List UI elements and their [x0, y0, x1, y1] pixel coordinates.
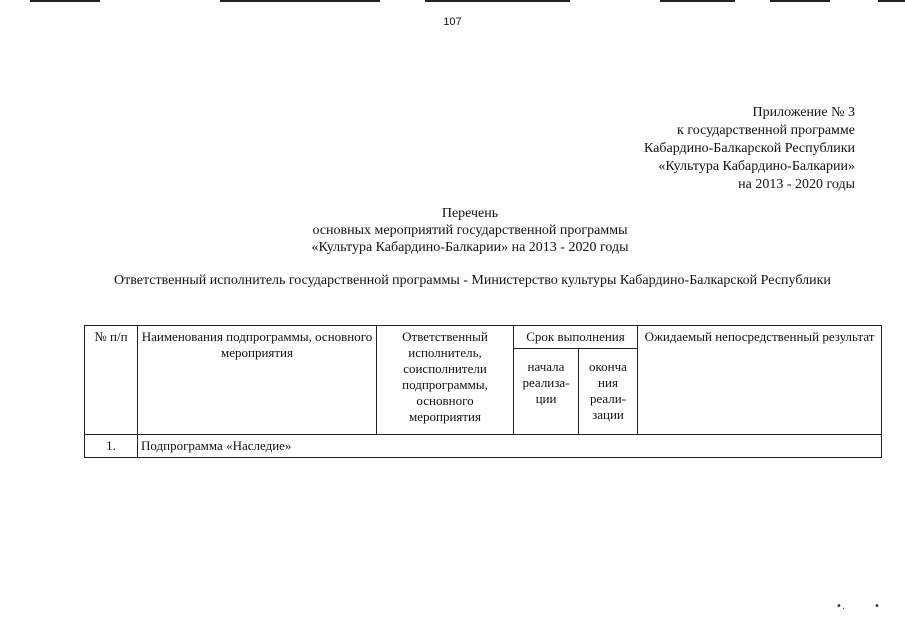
document-title — [0, 205, 905, 256]
appendix-line: Приложение № 3 — [752, 105, 855, 120]
header-responsible: Ответственный исполнитель, соисполнители подпрограммы, основного мероприятия — [377, 326, 514, 435]
appendix-block — [644, 104, 855, 194]
scan-artifact — [30, 0, 100, 2]
header-result: Ожидаемый непосредственный результат — [638, 326, 882, 435]
appendix-line: Кабардино-Балкарской Республики — [644, 141, 855, 156]
scan-artifact — [660, 0, 735, 2]
responsible-executor-paragraph: Ответственный исполнитель государственной программы - Министерство культуры Кабардино-Балкарской Республики — [114, 273, 831, 288]
scan-artifact: • — [874, 601, 880, 612]
appendix-line: «Культура Кабардино-Балкарии» — [658, 159, 855, 174]
scan-artifact — [878, 0, 905, 2]
header-name: Наименования подпрограммы, основного мероприятия — [138, 326, 377, 435]
header-end: оконча ния реали-зации — [579, 349, 638, 435]
row-name: Подпрограмма «Наследие» — [138, 435, 882, 458]
header-term: Срок выполнения — [514, 326, 638, 349]
scan-artifact — [425, 0, 570, 2]
scan-artifact: •. — [836, 601, 846, 612]
appendix-line: к государственной программе — [677, 123, 855, 138]
header-start: начала реализа-ции — [514, 349, 579, 435]
table-header-row — [85, 326, 882, 349]
scan-artifact — [770, 0, 830, 2]
activities-table — [84, 325, 882, 458]
scan-artifact — [220, 0, 380, 2]
title-line: Перечень — [441, 206, 499, 221]
page-number: 107 — [443, 16, 462, 28]
title-line: основных мероприятий государственной программы — [312, 223, 628, 238]
table-row — [85, 435, 882, 458]
appendix-line: на 2013 - 2020 годы — [738, 177, 855, 192]
title-line: «Культура Кабардино-Балкарии» на 2013 - 2020 годы — [311, 240, 629, 255]
header-number: № п/п — [85, 326, 138, 435]
row-number: 1. — [85, 435, 138, 458]
